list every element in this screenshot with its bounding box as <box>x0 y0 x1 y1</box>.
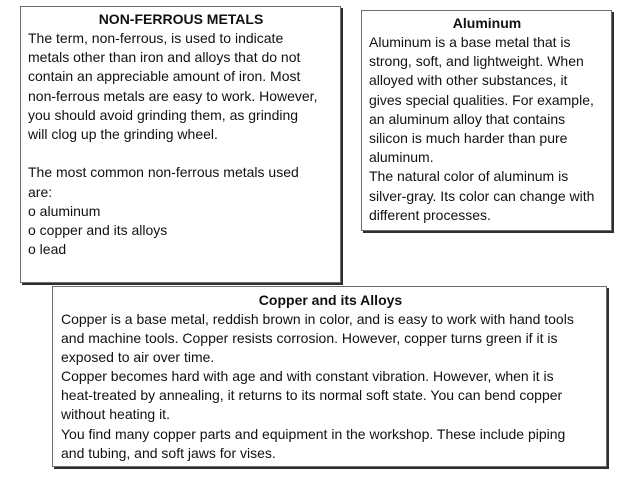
nonferrous-text-line: The term, non-ferrous, is used to indicate <box>28 30 284 46</box>
paragraph-gap <box>28 144 334 163</box>
nonferrous-metals-box <box>20 6 341 283</box>
nonferrous-text-line: contain an appreciable amount of iron. Most <box>28 68 301 85</box>
aluminum-text-line: silver-gray. Its color can change with <box>369 187 595 204</box>
aluminum-text-line: silicon is much harder than pure <box>369 130 568 147</box>
nonferrous-list-item: o copper and its alloys <box>28 222 168 239</box>
copper-alloys-box <box>52 286 607 467</box>
aluminum-text-line: an aluminum alloy that contains <box>369 110 566 127</box>
aluminum-box <box>361 10 612 231</box>
nonferrous-text-line: metals other than iron and alloys that do not <box>28 49 301 66</box>
aluminum-text-line: gives special qualities. For example, <box>369 91 594 108</box>
nonferrous-text-line: The most common non-ferrous metals used <box>28 164 299 181</box>
nonferrous-list-item: o aluminum <box>28 202 101 219</box>
aluminum-text-line: The natural color of aluminum is <box>369 168 569 185</box>
aluminum-text-line: alloyed with other substances, it <box>369 72 568 89</box>
nonferrous-text-line: non-ferrous metals are easy to work. However, <box>28 87 318 104</box>
copper-title: Copper and its Alloys <box>258 292 403 308</box>
copper-text-line: exposed to air over time. <box>61 349 215 366</box>
aluminum-text-line: strong, soft, and lightweight. When <box>369 53 584 70</box>
nonferrous-text-line: will clog up the grinding wheel. <box>28 126 218 143</box>
copper-text-line: Copper is a base metal, reddish brown in color, and is easy to work with hand tools <box>61 311 574 327</box>
copper-text-line: You find many copper parts and equipment in the workshop. These include piping <box>61 425 566 442</box>
aluminum-text-line: different processes. <box>369 206 491 223</box>
aluminum-text-line: aluminum. <box>369 149 434 166</box>
aluminum-text-line: Aluminum is a base metal that is <box>369 34 571 50</box>
nonferrous-list-item: o lead <box>28 241 67 258</box>
nonferrous-text-line: are: <box>28 183 53 200</box>
copper-text-line: Copper becomes hard with age and with constant vibration. However, when it is <box>61 368 554 385</box>
copper-text-line: heat-treated by annealing, it returns to its normal soft state. You can bend copper <box>61 387 563 404</box>
nonferrous-title: NON-FERROUS METALS <box>98 11 264 27</box>
aluminum-title: Aluminum <box>452 15 522 31</box>
copper-text-line: and machine tools. Copper resists corrosion. However, copper turns green if it is <box>61 330 558 347</box>
nonferrous-text-line: you should avoid grinding them, as grinding <box>28 106 299 123</box>
copper-text-line: without heating it. <box>61 406 170 423</box>
copper-text-line: and tubing, and soft jaws for vises. <box>61 444 276 461</box>
